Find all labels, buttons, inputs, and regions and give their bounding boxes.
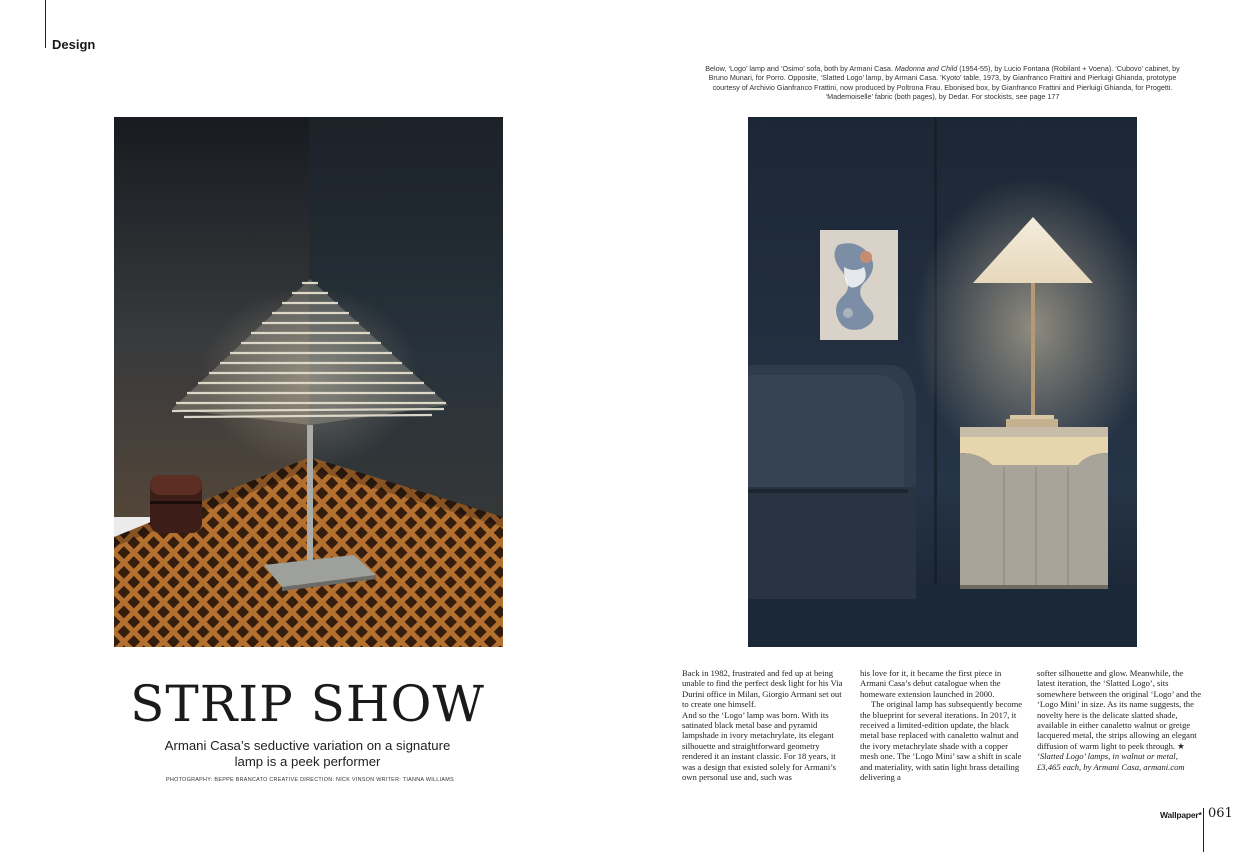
slatted-lamp-photo-illustration [114, 117, 503, 647]
page-number: 061 [1208, 806, 1233, 821]
body-paragraph-3-part-b: softer silhouette and glow. Meanwhile, the latest iteration, the ‘Slatted Logo’, sits somewhere between the original ‘Logo’ and the ‘Logo Mini’ in size. As its name suggests, the novelty here is the delicate slatted shade, available in either canaletto walnut or greige lacquered metal, the strips allowing an elegant diffusion of warm light to peek through. ★ [1037, 668, 1202, 751]
body-column-3 [1037, 668, 1202, 772]
footer-rule [1203, 808, 1204, 852]
product-info: ‘Slatted Logo’ lamps, in walnut or metal, £3,465 each, by Armani Casa, armani.com [1037, 751, 1185, 772]
body-column-2 [860, 668, 1025, 782]
body-paragraph-1: Back in 1982, frustrated and fed up at being unable to find the perfect desk light for his Via Durini office in Milan, Giorgio Armani set out to create one himself. [682, 668, 843, 710]
contributor-credits: PHOTOGRAPHY: BEPPE BRANCATO CREATIVE DIRECTION: NICK VINSON WRITER: TIANNA WILLIAMS [166, 777, 454, 783]
body-paragraph-2-part-b: his love for it, it became the first piece in Armani Casa’s debut catalogue when the homeware extension launched in 2000. [860, 668, 1002, 699]
body-paragraph-3-part-a: The original lamp has subsequently become the blueprint for several iterations. In 2017, it received a limited-edition update, the black metal base replaced with canaletto walnut and the ivory metachrylate shade with a copper mesh one. The ‘Logo Mini’ saw a shift in scale and materiality, with satin light brass detailing delivering a [860, 699, 1023, 783]
headline: STRIP SHOW [130, 675, 485, 733]
photo-logo-lamp-sofa [748, 117, 1137, 647]
photo-caption [705, 64, 1180, 101]
body-column-1 [682, 668, 847, 782]
caption-artwork-title: Madonna and Child [894, 64, 958, 73]
magazine-brand: Wallpaper* [1160, 810, 1202, 820]
section-label: Design [52, 37, 96, 52]
top-left-rule [45, 0, 46, 48]
artwork [820, 230, 898, 340]
standfirst: Armani Casa’s seductive variation on a signature lamp is a peek performer [164, 738, 451, 769]
cabinet [960, 427, 1108, 589]
photo-slatted-logo-lamp [114, 117, 503, 647]
lamp-stem [307, 425, 313, 565]
body-paragraph-2-part-a: And so the ‘Logo’ lamp was born. With its satinated black metal base and pyramid lampshade in ivory metachrylate, its elegant silhouette and straightforward geometry rendered it an instant classic. For 18 years, it was a design that existed solely for Armani’s own personal use and, such was [682, 709, 836, 783]
caption-part-1: Below, ‘Logo’ lamp and ‘Osimo’ sofa, both by Armani Casa. [705, 64, 895, 73]
sofa [748, 365, 916, 599]
caption-part-2: (1954-55), by Lucio Fontana (Robilant + Voena). ‘Cubovo’ cabinet, by Bruno Munari, for Porro. Opposite, ‘Slatted Logo’ lamp, by Armani Casa. ‘Kyoto’ table, 1973, by Gianfranco Frattini and Pierluigi Ghianda, prototype courtesy of Archivio Gianfranco Frattini, now produced by Poltrona Frau. Ebonised box, by Gianfranco Frattini and Pierluigi Ghianda, for Progetti. ‘Mademoiselle’ fabric (both pages), by Dedar. For stockists, see page 177 [708, 64, 1180, 101]
logo-lamp-photo-illustration [748, 117, 1137, 647]
